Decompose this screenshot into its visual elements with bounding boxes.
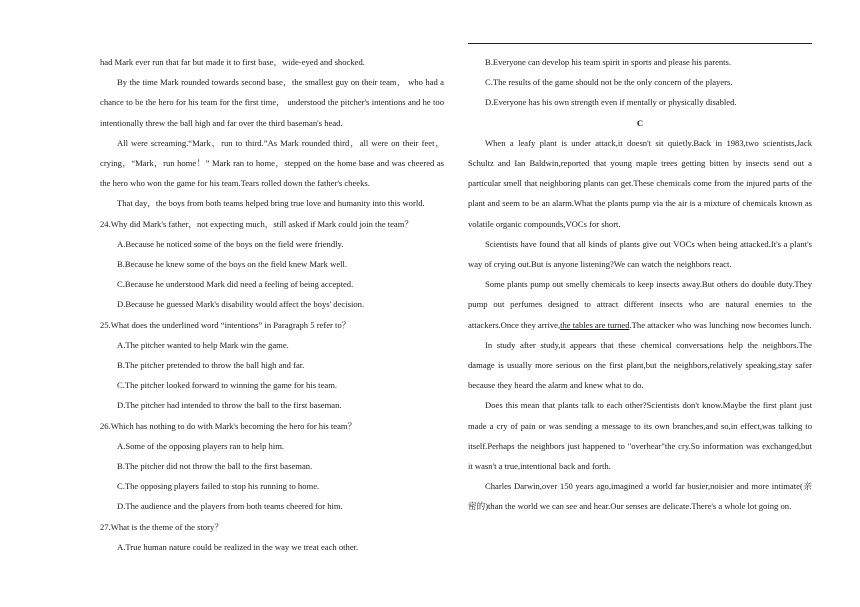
question-stem: 27.What is the theme of the story？ [100,521,223,532]
left-column [100,52,444,557]
answer-option: A.Because he noticed some of the boys on the field were friendly. [117,238,344,249]
paragraph-2: Scientists have found that all kinds of plants give out VOCs when being attacked.It's a plant's way of crying out.But is anyone listening?We can watch the neighbors react. [468,238,812,270]
right-column [468,52,812,517]
option-27-b: B.Everyone can develop his team spirit in sports and please his parents. [485,57,732,67]
paragraph-3-text-b: .The attacker who was lunching now becomes lunch. [629,319,812,330]
question-stem: 24.Why did Mark's father，not expecting much，still asked if Mark could join the team？ [100,218,414,229]
passage-paragraph: had Mark ever run that far but made it to first base，wide-eyed and shocked. [100,57,365,67]
header-rule [468,43,812,44]
option-27-c: C.The results of the game should not be the only concern of the players. [485,77,733,88]
answer-option: A.The pitcher wanted to help Mark win the game. [117,339,289,350]
underlined-phrase: the tables are turned [560,319,630,330]
passage-paragraph: By the time Mark rounded towards second base，the smallest guy on their team， who had a chance to be the hero for his team for the first time， understood the pitcher's intentions and he too intentionally threw the ball high and far over the third baseman's head. [100,77,444,128]
paragraph-3 [468,274,812,335]
paragraph-6: Charles Darwin,over 150 years ago,imagined a world far busier,noisier and more intimate(亲密的)than the world we can see and hear.Our senses are delicate.There's a whole lot going on. [468,481,812,512]
option-27-d: D.Everyone has his own strength even if mentally or physically disabled. [485,97,737,108]
question-stem: 26.Which has nothing to do with Mark's becoming the hero for his team？ [100,420,357,431]
passage-paragraph: All were screaming.“Mark，run to third.”As Mark rounded third，all were on their feet，crying，“Mark，run home！” Mark ran to home，stepped on the home base and was cheered as the hero who won the game for his team.Tears rolled down the father's cheeks. [100,137,444,189]
passage-paragraph: That day，the boys from both teams helped bring true love and humanity into this world. [117,198,425,209]
paragraph-4: In study after study,it appears that these chemical conversations help the neighbors.The damage is usually more serious on the first plant,but the neighbors,relatively speaking,stay safer because they heard the alarm and knew what to do. [468,339,812,391]
answer-option: D.Because he guessed Mark's disability would affect the boys' decision. [117,299,365,310]
answer-option: A.Some of the opposing players ran to help him. [117,440,285,451]
answer-option: B.The pitcher pretended to throw the ball high and far. [117,360,305,371]
question-stem: 25.What does the underlined word “intentions” in Paragraph 5 refer to？ [100,319,351,330]
answer-option: B.Because he knew some of the boys on the field knew Mark well. [117,259,348,270]
answer-option: C.Because he understood Mark did need a feeling of being accepted. [117,279,354,290]
answer-option: B.The pitcher did not throw the ball to the first baseman. [117,461,313,472]
answer-option: C.The pitcher looked forward to winning the game for his team. [117,380,338,391]
paragraph-5: Does this mean that plants talk to each other?Scientists don't know.Maybe the first plant just made a cry of pain or was sending a message to its own branches,and so,in effect,was talking to itself.Perhaps the neighbors just happened to "overhear"the cry.So information was exchanged,but it wasn't a true,intentional back and forth. [468,400,812,472]
section-heading: C [636,117,644,128]
answer-option: A.True human nature could be realized in the way we treat each other. [117,541,359,552]
answer-option: D.The pitcher had intended to throw the ball to the first baseman. [117,400,342,411]
answer-option: D.The audience and the players from both teams cheered for him. [117,501,343,512]
paragraph-1: When a leafy plant is under attack,it doesn't sit quietly.Back in 1983,two scientists,Jack Schultz and Ian Baldwin,reported that young maple trees getting bitten by insects send out a particular smell that neighboring plants can get.These chemicals come from the injured parts of the plant and seem to be an alarm.What the plants pump via the air is a mixture of chemicals known as volatile organic compounds,VOCs for short. [468,137,812,229]
answer-option: C.The opposing players failed to stop his running to home. [117,481,320,492]
paragraph-3-text-a: Some plants pump out smelly chemicals to keep insects away.But others do double duty.They pump out perfumes designed to attract different insects who are natural enemies to the attackers.Once they arrive, [468,279,812,330]
